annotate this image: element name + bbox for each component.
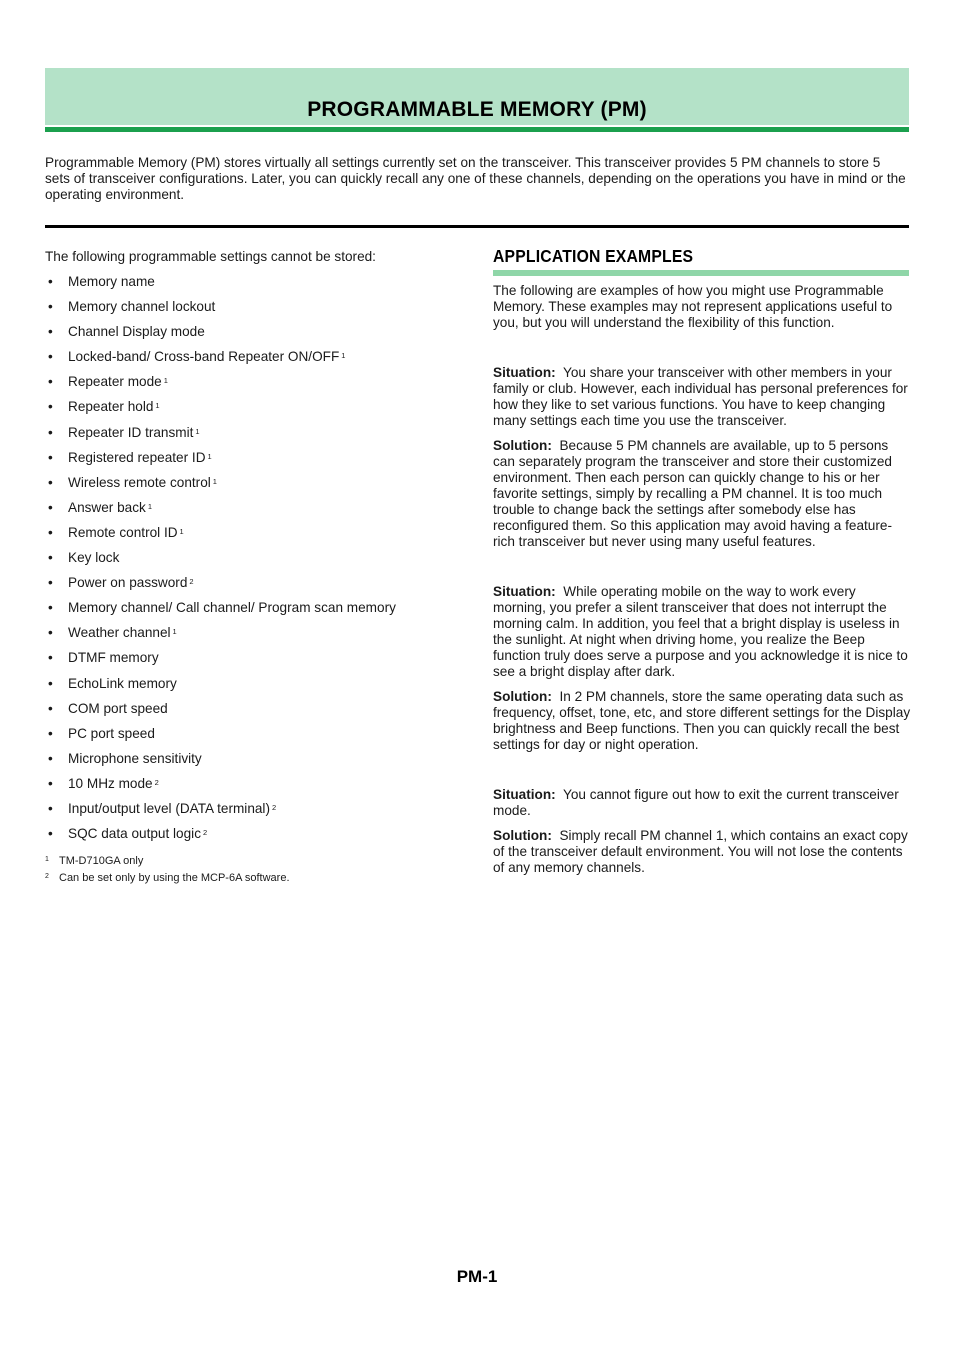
bullet-icon: • [48, 424, 53, 440]
footnote-ref: 1 [207, 451, 212, 461]
application-examples-intro: The following are examples of how you might use Programmable Memory. These examples may not represent applications useful to you, but you will understand the flexibility of this function. [493, 283, 893, 330]
bullet-icon: • [48, 750, 53, 766]
list-item-text: SQC data output logic [68, 826, 201, 842]
solution-text: In 2 PM channels, store the same operating data such as frequency, offset, tone, etc, and store different settings for the Display brightness and Beep functions. Then you can quickly recall the best settings for day or night operation. [493, 689, 911, 752]
footnote-ref: 1 [341, 351, 346, 361]
footnote [45, 853, 465, 870]
solution-text: Simply recall PM channel 1, which contains an exact copy of the transceiver default environment. You will not lose the contents of any memory channels. [493, 828, 908, 875]
solution-label: Solution: [493, 438, 552, 453]
list-item [45, 274, 465, 299]
bullet-icon: • [48, 324, 53, 340]
list-item-text: PC port speed [68, 725, 155, 741]
list-item-text: Key lock [68, 550, 120, 566]
list-item [45, 575, 465, 600]
list-item-text: Weather channel [68, 625, 171, 641]
page-title: PROGRAMMABLE MEMORY (PM) [307, 98, 647, 121]
list-item [45, 299, 465, 324]
bullet-icon: • [48, 675, 53, 691]
intro-paragraph: Programmable Memory (PM) stores virtually all settings currently set on the transceiver. This transceiver provides 5 PM channels to store 5 sets of transceiver configurations. Later, you can quickly recall any one of these channels, depending on the operations you have in mind or the operating environment. [45, 155, 906, 202]
example-1-situation [493, 365, 911, 429]
list-item [45, 550, 465, 575]
footnote-ref: 1 [212, 476, 217, 486]
bullet-icon: • [48, 700, 53, 716]
list-item-text: Repeater mode [68, 374, 162, 390]
footnote-ref: 2 [189, 577, 194, 587]
section-divider [45, 225, 909, 228]
bullet-icon: • [48, 499, 53, 515]
heading-underline [493, 270, 909, 276]
situation-text: While operating mobile on the way to work every morning, you prefer a silent transceiver that does not interrupt the morning calm. In addition, you feel that a bright display is useless in the sunlight. At night when driving home, you realize the Beep function truly does serve a purpose and you acknowledge it is nice to see a bright display after dark. [493, 584, 908, 679]
list-item [45, 399, 465, 424]
list-item [45, 450, 465, 475]
bullet-icon: • [48, 800, 53, 816]
bullet-icon: • [48, 725, 53, 741]
list-item-text: Repeater ID transmit [68, 424, 194, 440]
bullet-icon: • [48, 474, 53, 490]
bullet-icon: • [48, 575, 53, 591]
list-item-text: Memory channel/ Call channel/ Program scan memory [68, 600, 396, 616]
footnotes [45, 853, 465, 887]
footnote-ref: 1 [195, 426, 200, 436]
list-item-text: DTMF memory [68, 650, 159, 666]
non-storable-intro: The following programmable settings cannot be stored: [45, 249, 376, 264]
list-item-text: Registered repeater ID [68, 449, 206, 465]
bullet-icon: • [48, 550, 53, 566]
solution-label: Solution: [493, 828, 552, 843]
list-item-text: 10 MHz mode [68, 775, 153, 791]
non-storable-settings-list [45, 274, 465, 851]
list-item-text: Answer back [68, 499, 146, 515]
bullet-icon: • [48, 600, 53, 616]
list-item [45, 751, 465, 776]
bullet-icon: • [48, 826, 53, 842]
list-item [45, 625, 465, 650]
example-3-solution [493, 828, 911, 876]
non-storable-settings-column [45, 249, 465, 887]
list-item-text: Channel Display mode [68, 324, 205, 340]
list-item-text: Repeater hold [68, 399, 154, 415]
application-examples-column [493, 246, 911, 876]
list-item [45, 525, 465, 550]
list-item [45, 801, 465, 826]
footnote-ref: 1 [179, 526, 184, 536]
situation-text: You cannot figure out how to exit the current transceiver mode. [493, 787, 899, 818]
bullet-icon: • [48, 399, 53, 415]
list-item-text: EchoLink memory [68, 675, 177, 691]
solution-label: Solution: [493, 689, 552, 704]
bullet-icon: • [48, 374, 53, 390]
footnote-mark: 1 [45, 856, 49, 864]
footnote-ref: 2 [154, 777, 159, 787]
footnote-text: Can be set only by using the MCP-6A software. [59, 872, 290, 885]
list-item [45, 425, 465, 450]
list-item [45, 826, 465, 851]
footnote-mark: 2 [45, 873, 49, 881]
situation-label: Situation: [493, 584, 556, 599]
bullet-icon: • [48, 524, 53, 540]
list-item [45, 776, 465, 801]
list-item-text: Remote control ID [68, 524, 178, 540]
bullet-icon: • [48, 274, 53, 289]
list-item-text: COM port speed [68, 700, 168, 716]
list-item-text: Power on password [68, 575, 188, 591]
situation-text: You share your transceiver with other members in your family or club. However, each individual has personal preferences for how they like to set various functions. You have to keep changing many settings each time you use the transceiver. [493, 365, 908, 428]
list-item [45, 726, 465, 751]
bullet-icon: • [48, 625, 53, 641]
bullet-icon: • [48, 775, 53, 791]
footnote-ref: 2 [271, 802, 277, 812]
footnote-ref: 1 [172, 627, 177, 637]
example-3-situation [493, 787, 911, 819]
bullet-icon: • [48, 449, 53, 465]
list-item [45, 676, 465, 701]
list-item-text: Memory name [68, 274, 155, 289]
footnote-ref: 1 [163, 376, 168, 386]
example-2-solution [493, 689, 911, 753]
list-item [45, 650, 465, 675]
list-item [45, 600, 465, 625]
list-item-text: Memory channel lockout [68, 299, 216, 315]
solution-text: Because 5 PM channels are available, up to 5 persons can separately program the transceiver and store their customized environment. Then each person can quickly change to his or her favorite settings, simply by recalling a PM channel. It is too much trouble to change back the settings after somebody else has reconfigured them. So this application may avoid having a feature-rich transceiver but never using many useful features. [493, 438, 892, 549]
footnote-ref: 1 [155, 401, 160, 411]
list-item-text: Locked-band/ Cross-band Repeater ON/OFF [68, 349, 340, 365]
list-item [45, 701, 465, 726]
footnote-ref: 2 [203, 828, 208, 838]
header-rule [45, 127, 909, 132]
application-examples-heading: APPLICATION EXAMPLES [493, 246, 694, 266]
example-2-situation [493, 584, 911, 680]
list-item-text: Microphone sensitivity [68, 750, 202, 766]
footnote-ref: 1 [147, 501, 152, 511]
list-item [45, 349, 465, 374]
page-number: PM-1 [456, 1267, 498, 1286]
list-item [45, 475, 465, 500]
situation-label: Situation: [493, 787, 556, 802]
list-item-text: Wireless remote control [68, 474, 211, 490]
list-item [45, 374, 465, 399]
bullet-icon: • [48, 299, 53, 315]
bullet-icon: • [48, 650, 53, 666]
bullet-icon: • [48, 349, 53, 365]
example-1-solution [493, 438, 911, 550]
situation-label: Situation: [493, 365, 556, 380]
list-item [45, 324, 465, 349]
footnote-text: TM-D710GA only [59, 855, 144, 868]
list-item-text: Input/output level (DATA terminal) [68, 800, 270, 816]
list-item [45, 500, 465, 525]
footnote [45, 870, 465, 887]
